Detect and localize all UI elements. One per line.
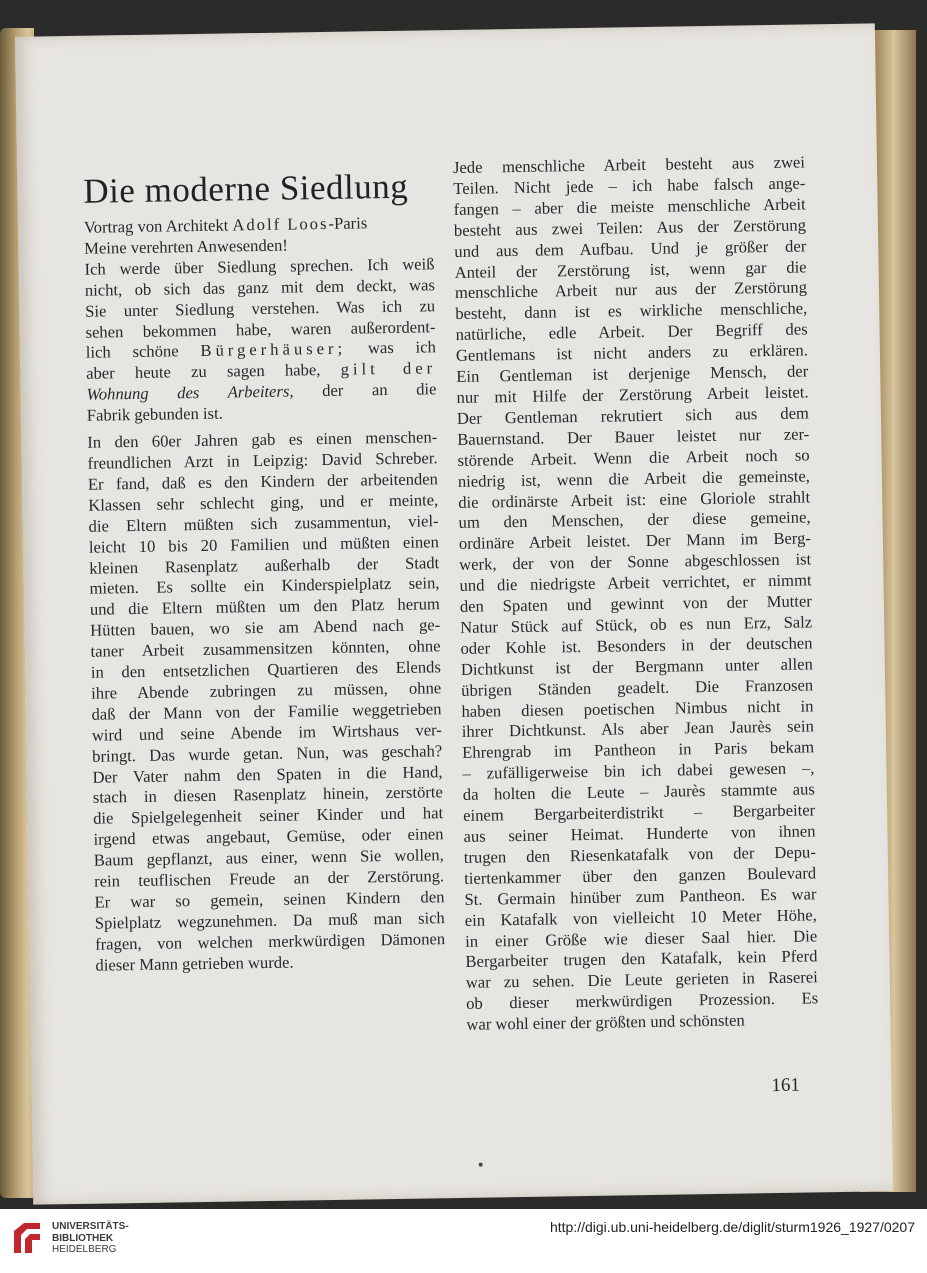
text-line: oder Kohle ist. Besonders in der deutschen <box>460 633 813 658</box>
text-line: die Spielgelegenheit seiner Kinder und hat <box>93 803 444 829</box>
text-line: irgend etwas angebaut, Gemüse, oder einen <box>93 824 444 849</box>
spaced-words-gilt-der: gilt der <box>340 358 437 380</box>
library-name-line2: BIBLIOTHEK <box>52 1232 114 1244</box>
text-line: natürliche, edle Arbeit. Der Begriff des <box>455 319 808 345</box>
text-line: und die niedrigste Arbeit verrichtet, er nimmt <box>459 570 812 596</box>
text-line: besteht aus zwei Teilen: Aus der Zerstörung <box>453 215 807 240</box>
salutation: Meine verehrten Anwesenden! <box>84 235 288 258</box>
text-line: Ein Gentleman ist derjenige Mensch, der <box>456 361 809 386</box>
text-line: in den entsetzlichen Quartieren des Elends <box>90 657 441 682</box>
text-line: übrigen Ständen geadelt. Die Franzosen <box>461 675 814 700</box>
text-line: und aus dem Aufbau. Und je größer der <box>454 236 807 261</box>
text-line: den Spaten und gewinnt von der Mutter <box>459 591 812 616</box>
emphasized-phrase: Wohnung des Arbeiters, <box>86 381 294 404</box>
text-line: bringt. Das wurde getan. Nun, was geschah? <box>92 740 443 766</box>
text-line: war wohl einer der größten und schönsten <box>466 1010 745 1035</box>
text-line: werk, der von der Sonne abgeschlossen ist <box>459 549 812 575</box>
right-paragraph-1 <box>453 152 819 1035</box>
text-segment: was ich <box>345 337 436 359</box>
text-line: einem Bergarbeiterdistrikt – Bergarbeiter <box>463 800 816 825</box>
text-line: nicht, ob sich das ganz mit dem deckt, was <box>84 274 435 300</box>
text-line: stach in diesen Rasenplatz hinein, zerstörte <box>92 782 443 808</box>
library-name-line3: HEIDELBERG <box>52 1244 117 1255</box>
library-name <box>52 1221 129 1256</box>
page-number: 161 <box>771 1074 801 1097</box>
text-line: haben diesen poetischen Nimbus nicht in <box>461 695 814 721</box>
text-line: Bergarbeiter trugen den Katafalk, kein Pferd <box>465 946 818 972</box>
text-line: und die Eltern müßten um den Platz herum <box>89 594 440 620</box>
text-line: Natur Stück auf Stück, ob es nun Erz, Salz <box>460 612 813 637</box>
text-line: mieten. Es sollte ein Kinderspielplatz sein, <box>89 573 440 599</box>
text-line: um den Menschen, der diese gemeine, <box>458 507 811 533</box>
text-line: rein teuflischen Freude an der Zerstörung. <box>94 866 445 891</box>
text-line: Klassen sehr schlecht ging, und er meinte, <box>88 490 439 515</box>
text-line: tiertenkammer über den ganzen Boulevard <box>464 863 817 888</box>
text-segment: lich schöne <box>85 341 179 363</box>
text-line: In den 60er Jahren gab es einen menschen- <box>87 427 438 452</box>
text-line: Gentlemans ist nicht anders zu erklären. <box>455 340 809 366</box>
text-line: Baum gepflanzt, aus einer, wenn Sie wollen, <box>93 845 444 870</box>
text-line: Fabrik gebunden ist. <box>86 403 223 425</box>
spaced-word-buergerhaeuser: Bürgerhäuser; <box>200 339 347 361</box>
text-line: Hütten bauen, wo sie am Abend nach ge- <box>90 615 441 640</box>
text-line: da holten die Leute – Jaurès stammte aus <box>462 779 815 805</box>
left-column <box>83 166 446 976</box>
text-line: Spielplatz wegzunehmen. Da muß man sich <box>94 908 445 933</box>
library-logo-icon <box>10 1219 44 1257</box>
text-segment: aber heute zu sagen habe, <box>86 360 341 384</box>
text-segment: der an die <box>293 379 437 401</box>
text-line: Der Vater nahm den Spaten in die Hand, <box>92 761 443 787</box>
text-line: in einer Größe wie dieser Saal hier. Die <box>464 925 818 951</box>
text-line: menschliche Arbeit nur aus der Zerstörung <box>454 277 808 303</box>
text-line: sehen bekommen habe, waren außerordent- <box>85 316 436 342</box>
permalink-url[interactable]: http://digi.ub.uni-heidelberg.de/diglit/sturm1926_1927/0207 <box>549 1219 915 1235</box>
text-line: Anteil der Zerstörung ist, wenn gar die <box>454 256 807 282</box>
right-column <box>453 152 819 1035</box>
text-line: Er war so gemein, seinen Kindern den <box>94 887 445 912</box>
text-line: fragen, von welchen merkwürdigen Dämonen <box>94 928 446 954</box>
text-line: ob dieser merkwürdigen Prozession. Es <box>465 988 819 1014</box>
text-line: die Eltern müßten sich zusammentun, viel- <box>88 510 439 536</box>
subtitle-prefix: Vortrag von Architekt <box>83 215 233 237</box>
subtitle-suffix: -Paris <box>328 213 368 233</box>
text-line: die ordinärste Arbeit ist: eine Gloriole strahlt <box>458 486 811 512</box>
text-line: ordinäre Arbeit leistet. Der Mann im Berg- <box>458 528 812 554</box>
text-line: – zufälligerweise bin ich dabei gewesen –, <box>462 758 815 784</box>
text-line: Teilen. Nicht jede – ich habe falsch ange- <box>453 173 806 198</box>
text-line: aus seiner Heimat. Hunderte von ihnen <box>463 821 816 846</box>
text-line: Dichtkunst ist der Bergmann unter allen <box>460 654 813 679</box>
text-line: ihrer Dichtkunst. Als aber Jean Jaurès sein <box>461 716 814 742</box>
text-line: besteht, dann ist es wirkliche menschliche, <box>455 298 808 324</box>
text-line: fangen – aber die meiste menschliche Arbeit <box>453 194 806 219</box>
left-paragraph-2 <box>87 427 445 976</box>
text-line: Ich werde über Siedlung sprechen. Ich weiß <box>84 254 435 279</box>
text-line: Er fand, daß es den Kindern der arbeitenden <box>87 469 439 494</box>
text-line: taner Arbeit zusammensitzen könnten, ohne <box>90 636 441 661</box>
text-line: Sie unter Siedlung verstehen. Was ich zu <box>85 295 436 321</box>
text-line: wird und seine Abende im Wirtshaus ver- <box>91 719 442 745</box>
text-line: daß der Mann von der Familie weggetrieben <box>91 699 442 724</box>
book-page <box>15 23 893 1204</box>
text-line: war zu sehen. Die Leute gerieten in Raserei <box>465 967 818 993</box>
text-line: ein Katafalk von vielleicht 10 Meter Höhe, <box>464 904 817 930</box>
text-line: kleinen Rasenplatz außerhalb der Stadt <box>89 552 440 578</box>
text-line: Der Gentleman rekrutiert sich aus dem <box>456 403 810 428</box>
left-paragraph-1 <box>84 254 437 427</box>
text-line: leicht 10 bis 20 Familien und müßten einen <box>88 531 440 557</box>
text-line: Jede menschliche Arbeit besteht aus zwei <box>452 152 806 177</box>
subtitle-author: Adolf Loos <box>232 213 329 235</box>
text-line: ihre Abende zubringen zu müssen, ohne <box>91 678 442 703</box>
text-line: St. Germain hinüber zum Pantheon. Es war <box>464 884 817 909</box>
text-line: störende Arbeit. Wenn die Arbeit noch so <box>457 445 810 470</box>
text-line: nur mit Hilfe der Zerstörung Arbeit leistet. <box>456 382 809 407</box>
text-line: niedrig ist, wenn die Arbeit die gemeinste, <box>457 465 811 491</box>
text-line: Bauernstand. Der Bauer leistet nur zer- <box>457 424 810 449</box>
article-title: Die moderne Siedlung <box>83 166 409 211</box>
ink-speck <box>479 1163 483 1167</box>
text-line: freundlichen Arzt in Leipzig: David Schreber. <box>87 448 438 473</box>
library-name-line1: UNIVERSITÄTS- <box>52 1221 129 1232</box>
text-line: Ehrengrab im Pantheon in Paris bekam <box>462 737 815 763</box>
text-line: dieser Mann getrieben wurde. <box>95 952 294 975</box>
digitization-footer <box>0 1209 927 1273</box>
text-line: trugen den Riesenkatafalk von der Depu- <box>463 842 816 867</box>
